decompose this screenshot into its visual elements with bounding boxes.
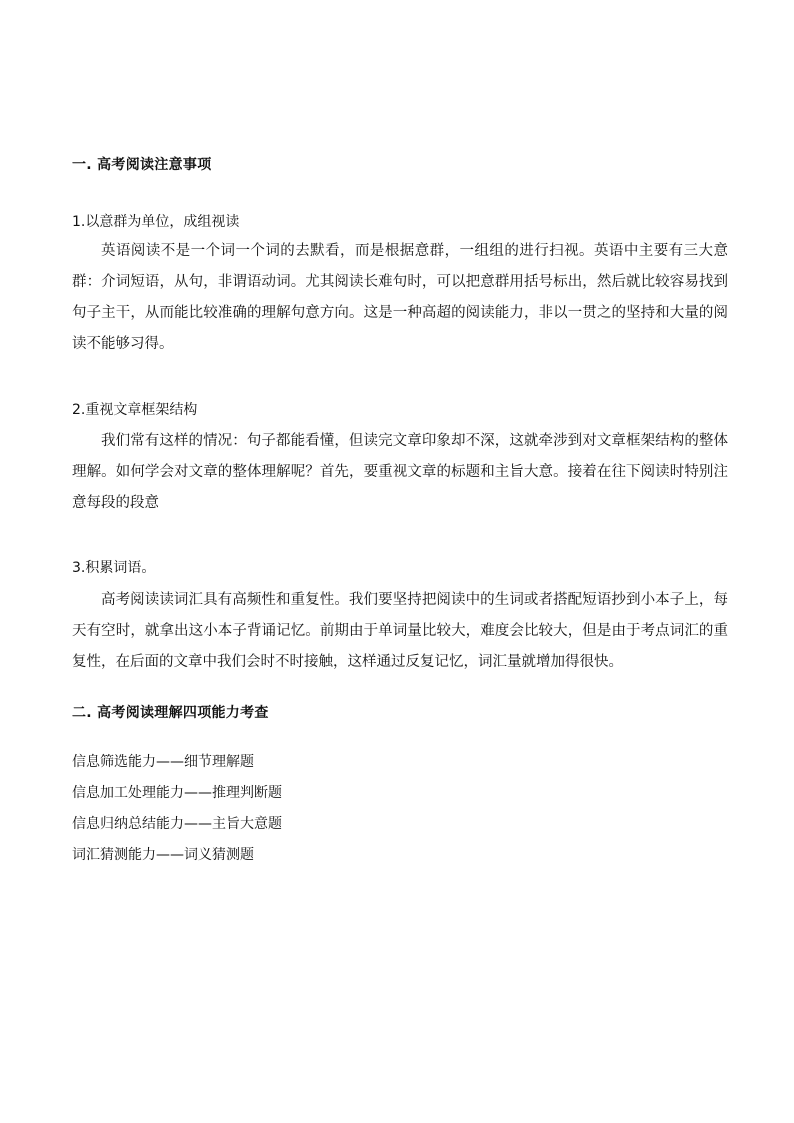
list-item: 信息加工处理能力——推理判断题 — [72, 785, 282, 801]
item-heading-text-structure: 2.重视文章框架结构 — [72, 402, 198, 418]
document-page — [72, 150, 728, 871]
ability-list — [72, 747, 728, 871]
item-paragraph-sense-groups: 英语阅读不是一个词一个词的去默看，而是根据意群，一组组的进行扫视。英语中主要有三大意群：介词短语，从句，非谓语动词。尤其阅读长难句时，可以把意群用括号标出，然后就比较容易找到句子主干，从而能比较准确的理解句意方向。这是一种高超的阅读能力，非以一贯之的坚持和大量的阅读不能够习得。 — [72, 243, 728, 352]
item-heading-sense-groups: 1.以意群为单位，成组视读 — [72, 214, 240, 230]
section-heading-reading-notes: 一. 高考阅读注意事项 — [72, 157, 212, 173]
item-heading-vocabulary: 3.积累词语。 — [72, 560, 156, 576]
item-paragraph-text-structure: 我们常有这样的情况：句子都能看懂，但读完文章印象却不深，这就牵涉到对文章框架结构的整体理解。如何学会对文章的整体理解呢？首先，要重视文章的标题和主旨大意。接着在往下阅读时特别注意每段的段意 — [72, 433, 728, 511]
list-item: 信息筛选能力——细节理解题 — [72, 754, 254, 770]
list-item: 信息归纳总结能力——主旨大意题 — [72, 816, 282, 832]
list-item: 词汇猜测能力——词义猜测题 — [72, 847, 254, 863]
section-heading-four-abilities: 二. 高考阅读理解四项能力考查 — [72, 705, 269, 721]
item-paragraph-vocabulary: 高考阅读读词汇具有高频性和重复性。我们要坚持把阅读中的生词或者搭配短语抄到小本子上，每天有空时，就拿出这小本子背诵记忆。前期由于单词量比较大，难度会比较大，但是由于考点词汇的重复性，在后面的文章中我们会时不时接触，这样通过反复记忆，词汇量就增加得很快。 — [72, 592, 728, 670]
